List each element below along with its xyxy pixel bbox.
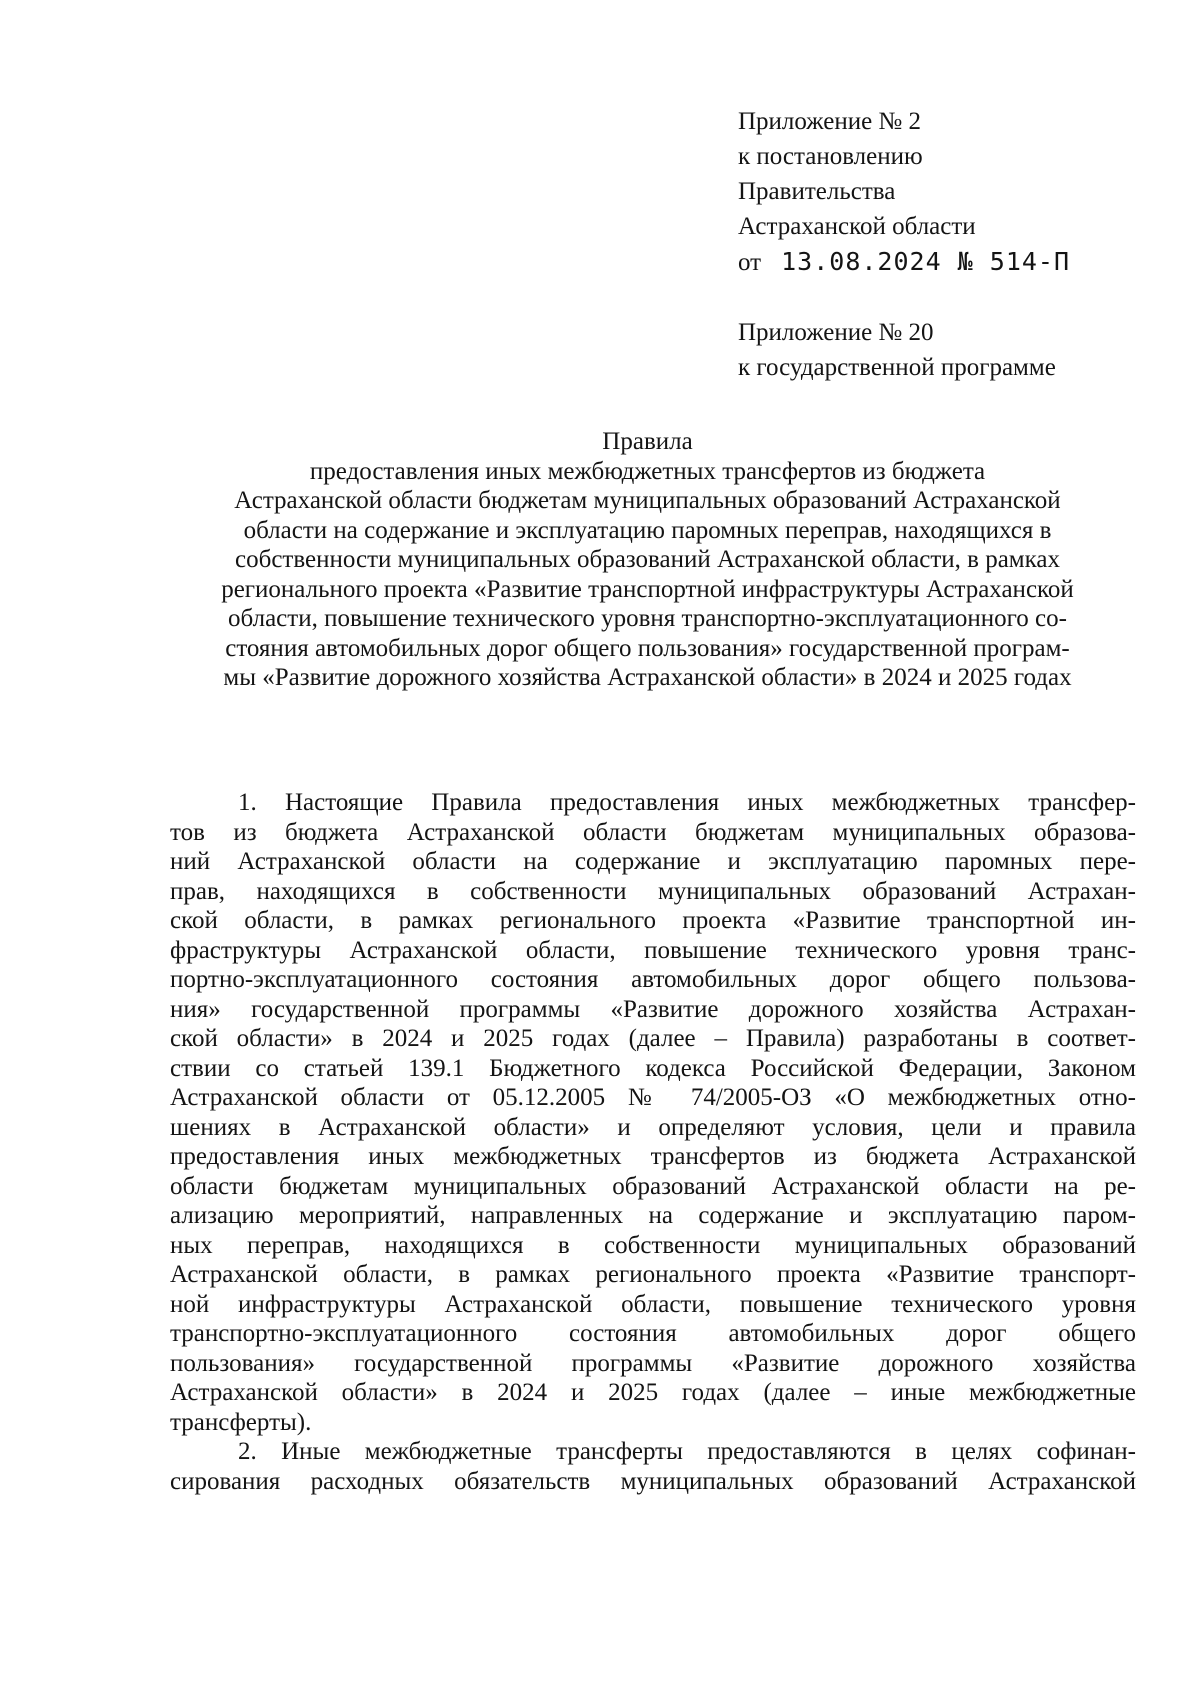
document-body	[170, 788, 1136, 1496]
paragraph-1-line: ной инфраструктуры Астраханской области, повышение технического уровня	[170, 1290, 1136, 1318]
paragraph-1-line: ской области, в рамках регионального проекта «Развитие транспортной ин-	[170, 907, 1136, 934]
paragraph-1-line: транспортно-эксплуатационного состояния автомобильных дорог общего	[170, 1320, 1136, 1347]
date-stamp: 13.08.2024 № 514-П	[781, 247, 1071, 276]
title-line: Астраханской области бюджетам муниципальных образований Астраханской	[234, 487, 1061, 514]
paragraph-1-line: области бюджетам муниципальных образований Астраханской области на ре-	[170, 1172, 1136, 1200]
header-spacer	[738, 280, 1158, 315]
paragraph-1-line: пользования» государственной программы «Развитие дорожного хозяйства	[170, 1349, 1136, 1377]
paragraph-2-line: 2. Иные межбюджетные трансферты предоставляются в целях софинан-	[238, 1438, 1136, 1465]
paragraph-1-line: 1. Настоящие Правила предоставления иных межбюджетных трансфер-	[238, 789, 1136, 816]
date-prefix: от	[738, 249, 762, 276]
paragraph-1-line: фраструктуры Астраханской области, повышение технического уровня транс-	[170, 936, 1136, 964]
paragraph-1-line: шениях в Астраханской области» и определяют условия, цели и правила	[170, 1113, 1136, 1141]
title-line: регионального проекта «Развитие транспортной инфраструктуры Астраханской	[221, 575, 1074, 603]
appendix-to-resolution: к постановлению	[738, 143, 923, 170]
resolution-date-line	[738, 244, 1158, 280]
appendix2-to-program: к государственной программе	[738, 354, 1056, 381]
paragraph-2-line: сирования расходных обязательств муниципальных образований Астраханской	[170, 1467, 1136, 1495]
title-line: собственности муниципальных образований Астраханской области, в рамках	[235, 546, 1060, 573]
paragraph-1-line: прав, находящихся в собственности муниципальных образований Астрахан-	[170, 877, 1136, 905]
paragraph-1-line: Астраханской области» в 2024 и 2025 годах (далее – иные межбюджетные	[170, 1379, 1136, 1406]
paragraph-1-line: Астраханской области, в рамках регионального проекта «Развитие транспорт-	[170, 1261, 1136, 1288]
appendix-header	[738, 104, 1158, 385]
appendix-government: Правительства	[738, 178, 896, 205]
paragraph-1-line: ных переправ, находящихся в собственности муниципальных образований	[170, 1231, 1136, 1259]
appendix-region: Астраханской области	[738, 213, 976, 240]
title-line: области на содержание и эксплуатацию паромных переправ, находящихся в	[243, 516, 1052, 544]
paragraph-1-line: ний Астраханской области на содержание и эксплуатацию паромных пере-	[170, 848, 1136, 875]
title-line: мы «Развитие дорожного хозяйства Астраханской области» в 2024 и 2025 годах	[223, 664, 1072, 691]
paragraph-1-line: ализацию мероприятий, направленных на содержание и эксплуатацию паром-	[170, 1202, 1136, 1229]
paragraph-1-line: ния» государственной программы «Развитие дорожного хозяйства Астрахан-	[170, 995, 1136, 1023]
title-heading: Правила	[602, 428, 693, 455]
paragraph-1-line: портно-эксплуатационного состояния автомобильных дорог общего пользова-	[170, 966, 1136, 993]
document-title	[150, 427, 1145, 693]
paragraph-1-line: трансферты).	[170, 1408, 312, 1436]
title-line: стояния автомобильных дорог общего пользования» государственной програм-	[225, 634, 1070, 662]
paragraph-1-line: тов из бюджета Астраханской области бюджетам муниципальных образова-	[170, 818, 1136, 846]
paragraph-1-line: ствии со статьей 139.1 Бюджетного кодекса Российской Федерации, Законом	[170, 1054, 1136, 1082]
appendix2-number: Приложение № 20	[738, 319, 934, 346]
title-line: области, повышение технического уровня транспортно-эксплуатационного со-	[228, 605, 1067, 632]
paragraph-1-line: ской области» в 2024 и 2025 годах (далее – Правила) разработаны в соответ-	[170, 1025, 1136, 1052]
paragraph-1-line: предоставления иных межбюджетных трансфертов из бюджета Астраханской	[170, 1143, 1136, 1170]
paragraph-1-line: Астраханской области от 05.12.2005 № 74/2005-ОЗ «О межбюджетных отно-	[170, 1084, 1136, 1111]
appendix-number: Приложение № 2	[738, 108, 922, 135]
title-line: предоставления иных межбюджетных трансфертов из бюджета	[309, 457, 986, 485]
